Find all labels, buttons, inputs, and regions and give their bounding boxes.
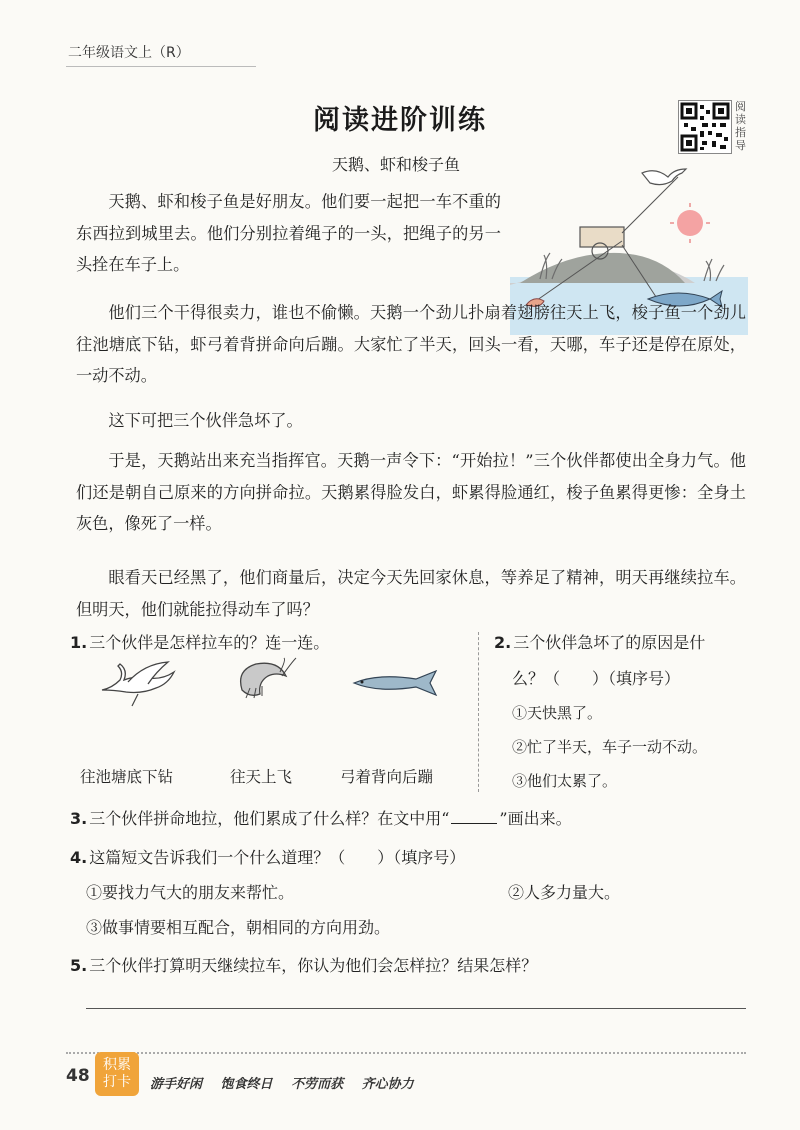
match-option[interactable]: 弓着背向后蹦 (340, 768, 434, 786)
answer-line[interactable] (86, 1008, 746, 1009)
badge-line: 打卡 (103, 1074, 131, 1090)
column-divider (478, 632, 479, 792)
choice-option[interactable]: ①天快黑了。 (512, 704, 603, 722)
idiom: 游手好闲 (150, 1077, 203, 1092)
choice-option[interactable]: ②忙了半天，车子一动不动。 (512, 738, 708, 756)
story-paragraph: 这下可把三个伙伴急坏了。 (108, 411, 303, 430)
question-3 (70, 806, 572, 829)
question-number: 3. (70, 809, 88, 828)
question-number: 5. (70, 956, 88, 975)
question-text: 三个伙伴打算明天继续拉车，你认为他们会怎样拉？结果怎样？ (89, 956, 538, 975)
question-2 (494, 630, 705, 653)
qr-label: 阅读指导 (735, 100, 746, 152)
header-divider (66, 66, 256, 67)
question-text-end: ”画出来。 (499, 809, 572, 828)
story-paragraph: 天鹅、虾和梭子鱼是好朋友。他们要一起把一车不重的东西拉到城里去。他们分别拉着绳子的一头，把绳子的另一头拴在车子上。 (76, 192, 501, 274)
question-number: 1. (70, 633, 88, 652)
question-number: 2. (494, 633, 512, 652)
match-option[interactable]: 往天上飞 (230, 768, 293, 786)
footer-divider (66, 1052, 746, 1054)
question-text: 这篇短文告诉我们一个什么道理？（ ）（填序号） (89, 848, 466, 867)
question-text: 三个伙伴是怎样拉车的？连一连。 (89, 633, 330, 652)
pike-fish-icon (352, 670, 438, 696)
shrimp-icon (232, 656, 298, 704)
choice-option[interactable]: ③他们太累了。 (512, 772, 618, 790)
story-paragraph: 眼看天已经黑了，他们商量后，决定今天先回家休息，等养足了精神，明天再继续拉车。但明天，他们就能拉得动车了吗？ (76, 568, 746, 619)
accumulate-badge (95, 1052, 139, 1096)
choice-option[interactable]: ②人多力量大。 (508, 883, 621, 902)
choice-option[interactable]: ①要找力气大的朋友来帮忙。 (86, 883, 295, 902)
story-title: 天鹅、虾和梭子鱼 (332, 155, 461, 174)
idiom: 饱食终日 (220, 1077, 273, 1092)
question-1 (70, 630, 329, 653)
question-2-line: 么？（ ）（填序号） (512, 669, 681, 688)
idiom-list (150, 1073, 428, 1092)
choice-option[interactable]: ③做事情要相互配合，朝相同的方向用劲。 (86, 918, 391, 937)
idiom: 齐心协力 (361, 1077, 414, 1092)
question-text: 三个伙伴拼命地拉，他们累成了什么样？在文中用“ (89, 809, 450, 828)
question-number: 4. (70, 848, 88, 867)
match-option[interactable]: 往池塘底下钻 (80, 768, 174, 786)
qr-code-icon[interactable] (678, 100, 732, 154)
question-5 (70, 953, 537, 976)
page-title: 阅读进阶训练 (313, 105, 487, 136)
swan-icon (98, 660, 178, 708)
page-number: 48 (66, 1066, 90, 1086)
question-4 (70, 845, 465, 868)
idiom: 不劳而获 (291, 1077, 344, 1092)
underline-sample (451, 823, 497, 824)
story-paragraph: 他们三个干得很卖力，谁也不偷懒。天鹅一个劲儿扑扇着翅膀往天上飞，梭子鱼一个劲儿往池塘底下钻，虾弓着背拼命向后蹦。大家忙了半天，回头一看，天哪，车子还是停在原处，一动不动。 (76, 303, 746, 385)
question-text: 三个伙伴急坏了的原因是什 (513, 633, 706, 652)
badge-line: 积累 (103, 1057, 131, 1073)
book-header: 二年级语文上（R） (68, 45, 190, 61)
story-paragraph: 于是，天鹅站出来充当指挥官。天鹅一声令下：“开始拉！”三个伙伴都使出全身力气。他们还是朝自己原来的方向拼命拉。天鹅累得脸发白，虾累得脸通红，梭子鱼累得更惨：全身土灰色，像死了一样。 (76, 451, 746, 533)
